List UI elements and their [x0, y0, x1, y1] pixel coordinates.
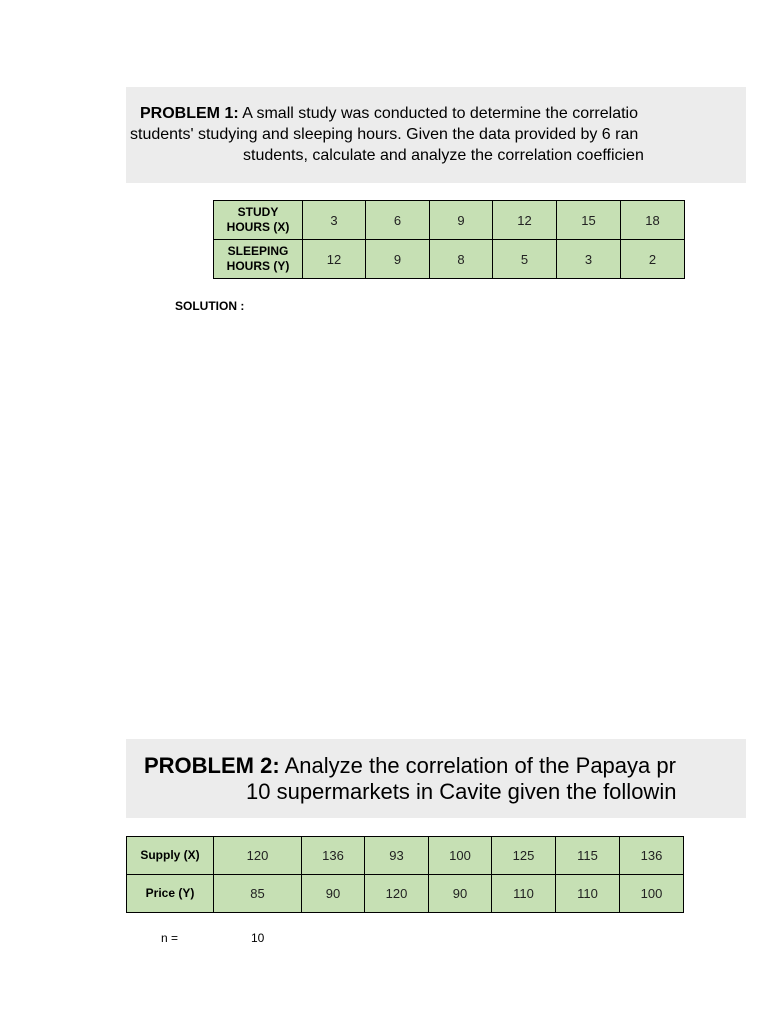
table-cell: 15	[557, 201, 621, 240]
table-cell: 93	[365, 837, 429, 875]
table-cell: 120	[214, 837, 302, 875]
row-header-sleeping-hours	[214, 240, 303, 279]
table-cell: 90	[302, 875, 365, 913]
study-sleep-table	[213, 200, 685, 279]
problem-1-title: PROBLEM 1:	[140, 105, 239, 122]
row-header-line: HOURS (Y)	[226, 259, 290, 273]
row-header-study-hours	[214, 201, 303, 240]
table-cell: 110	[492, 875, 556, 913]
row-header-line: HOURS (X)	[226, 220, 290, 234]
problem-1-line-1-text: A small study was conducted to determine the correlatio	[238, 105, 638, 122]
problem-1-line-3: students, calculate and analyze the correlation coefficien	[243, 147, 644, 164]
table-cell: 136	[302, 837, 365, 875]
problem-2-box	[126, 739, 746, 818]
table-row-x	[214, 201, 685, 240]
problem-1-line-1	[140, 105, 638, 123]
table-cell: 6	[366, 201, 430, 240]
problem-2-title: PROBLEM 2:	[144, 753, 280, 778]
table-cell: 100	[620, 875, 684, 913]
row-header-line: STUDY	[237, 205, 279, 219]
table-cell: 18	[621, 201, 685, 240]
problem-2-line-2: 10 supermarkets in Cavite given the followin	[246, 779, 677, 804]
table-row-y	[127, 875, 684, 913]
table-cell: 110	[556, 875, 620, 913]
problem-1-box	[126, 87, 746, 183]
table-cell: 90	[429, 875, 492, 913]
table-cell: 85	[214, 875, 302, 913]
n-value: 10	[251, 931, 265, 945]
table-row-y	[214, 240, 685, 279]
problem-2-line-1	[144, 753, 676, 779]
row-header-line: SLEEPING	[227, 244, 289, 258]
row-header-price: Price (Y)	[127, 875, 214, 913]
table-cell: 2	[621, 240, 685, 279]
table-row-x	[127, 837, 684, 875]
n-label: n =	[161, 931, 179, 945]
table-cell: 100	[429, 837, 492, 875]
table-cell: 12	[303, 240, 366, 279]
table-cell: 115	[556, 837, 620, 875]
table-cell: 125	[492, 837, 556, 875]
solution-label: SOLUTION :	[175, 299, 245, 313]
row-header-supply: Supply (X)	[127, 837, 214, 875]
table-cell: 9	[366, 240, 430, 279]
problem-2-line-1-text: Analyze the correlation of the Papaya pr	[279, 753, 676, 778]
table-cell: 3	[557, 240, 621, 279]
table-cell: 3	[303, 201, 366, 240]
supply-price-table	[126, 836, 684, 913]
problem-1-line-2: students' studying and sleeping hours. Given the data provided by 6 ran	[130, 126, 639, 143]
table-cell: 5	[493, 240, 557, 279]
table-cell: 136	[620, 837, 684, 875]
table-cell: 8	[430, 240, 493, 279]
table-cell: 9	[430, 201, 493, 240]
table-cell: 12	[493, 201, 557, 240]
table-cell: 120	[365, 875, 429, 913]
